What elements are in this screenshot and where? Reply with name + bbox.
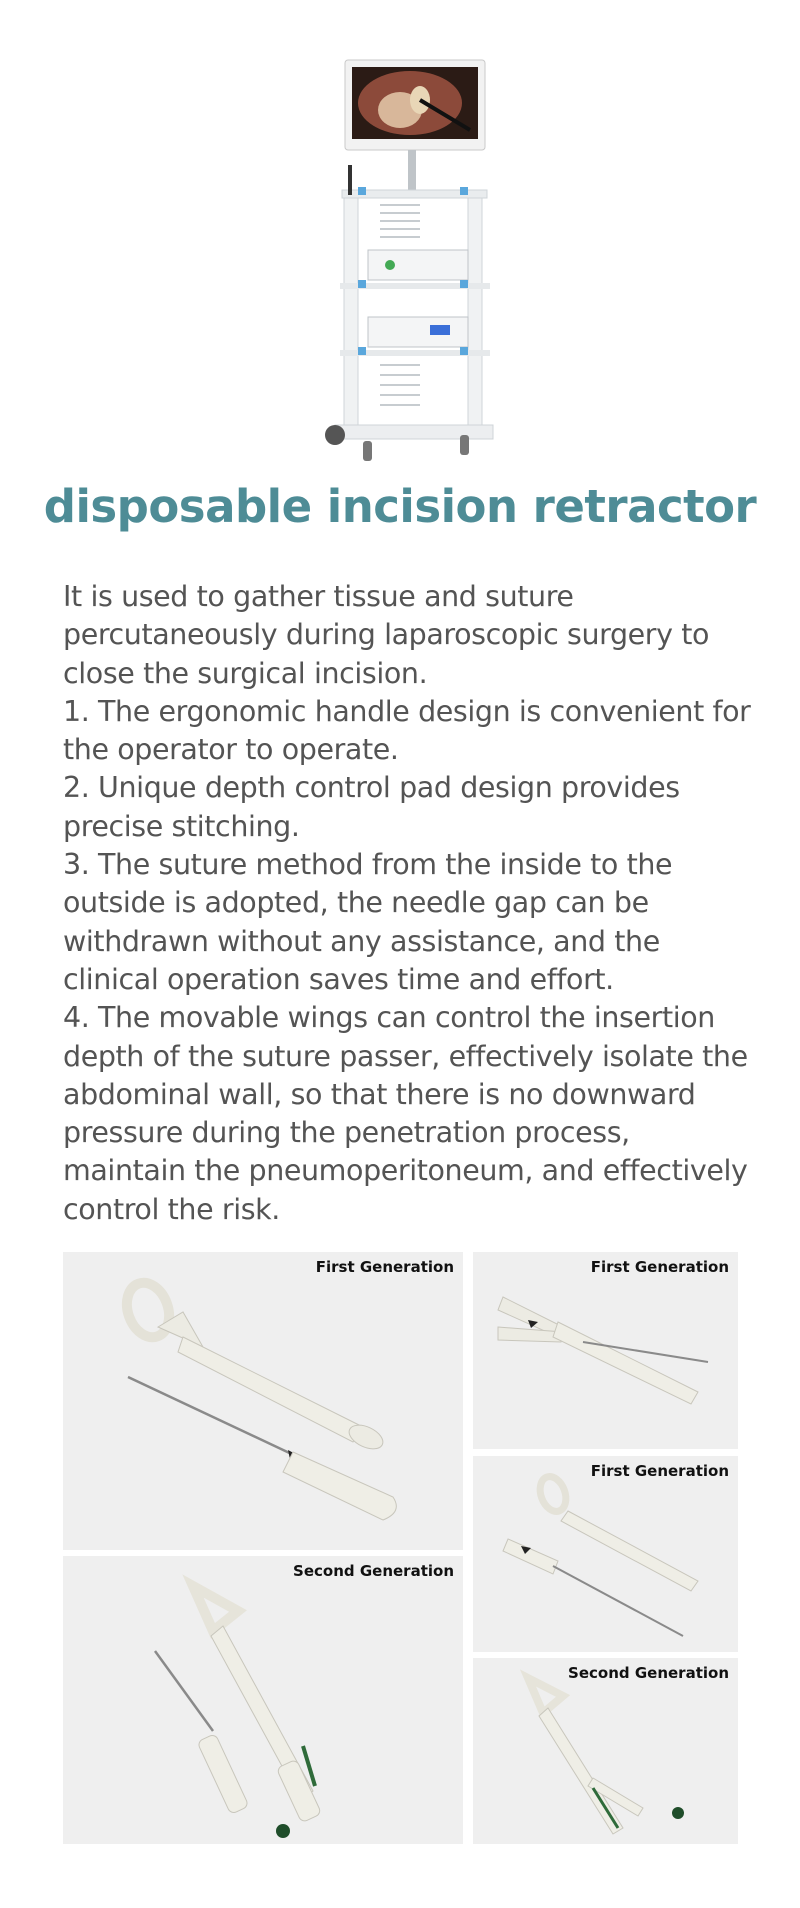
panel-label: First Generation bbox=[590, 1462, 729, 1480]
description-point-3: 3. The suture method from the inside to the outside is adopted, the needle gap can be withdrawn without any assistance, and the clinical operation saves time and effort. bbox=[63, 848, 673, 996]
panel-label: Second Generation bbox=[568, 1664, 729, 1682]
product-description bbox=[63, 578, 753, 1229]
panel-label: First Generation bbox=[315, 1258, 454, 1276]
suture-passer-first-gen-image bbox=[63, 1252, 463, 1550]
description-point-1: 1. The ergonomic handle design is convenient for the operator to operate. bbox=[63, 694, 751, 767]
panel-label: First Generation bbox=[590, 1258, 729, 1276]
laparoscopy-tower-image bbox=[320, 55, 505, 465]
gallery-panel-second-generation-small bbox=[473, 1658, 738, 1844]
description-point-2: 2. Unique depth control pad design provides precise stitching. bbox=[63, 771, 680, 843]
panel-label: Second Generation bbox=[293, 1562, 454, 1580]
suture-passer-first-gen-view-2-image bbox=[473, 1252, 738, 1449]
description-point-4: 4. The movable wings can control the insertion depth of the suture passer, effectively isolate the abdominal wall, so that there is no downward pressure during the penetration process, maintain the pneumoperitoneum, and effectively control the risk. bbox=[63, 1001, 748, 1226]
description-intro: It is used to gather tissue and suture percutaneously during laparoscopic surgery to close the surgical incision. bbox=[63, 580, 710, 690]
gallery-panel-second-generation-large bbox=[63, 1556, 463, 1844]
gallery-panel-first-generation-small-2 bbox=[473, 1456, 738, 1652]
gallery-panel-first-generation-large bbox=[63, 1252, 463, 1550]
suture-passer-second-gen-image bbox=[63, 1556, 463, 1844]
suture-passer-second-gen-view-2-image bbox=[473, 1658, 738, 1844]
gallery-panel-first-generation-small-1 bbox=[473, 1252, 738, 1449]
page-title: disposable incision retractor bbox=[43, 480, 757, 533]
suture-passer-first-gen-view-3-image bbox=[473, 1456, 738, 1652]
